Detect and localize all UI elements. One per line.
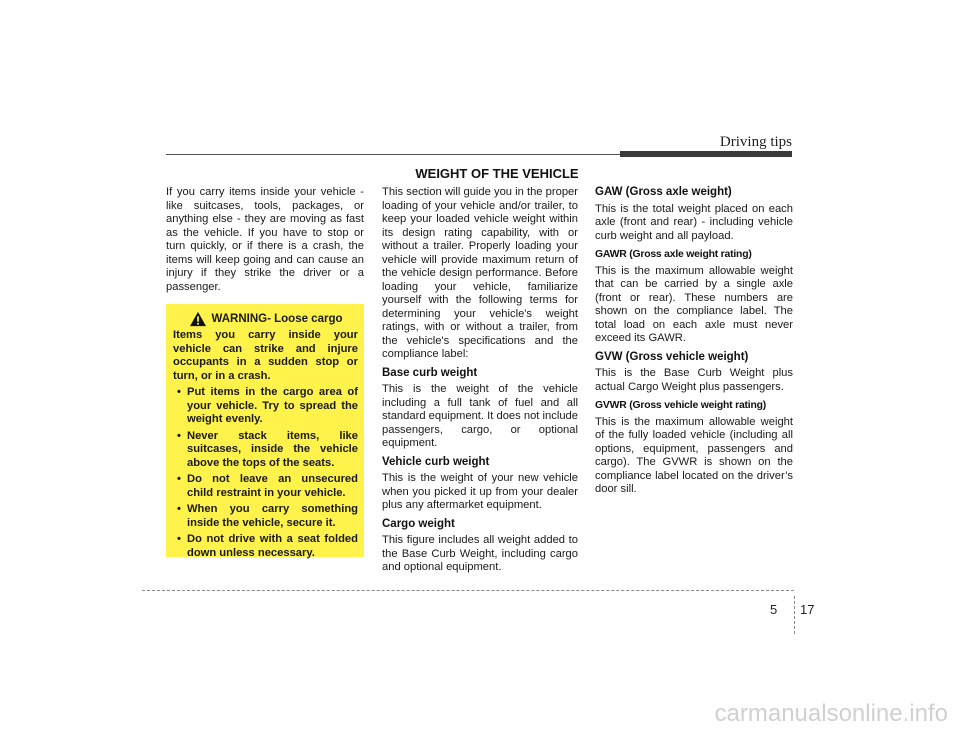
cargo-weight-text: This figure includes all weight added to the Base Curb Weight, including cargo and optional equipment. — [382, 534, 578, 573]
column-1 — [166, 186, 364, 294]
warning-subtitle: - Loose cargo — [267, 313, 343, 325]
column-2 — [382, 186, 578, 575]
warning-item: • Do not leave an unsecured child restraint in your vehicle. — [173, 473, 358, 500]
chapter-number: 5 — [770, 602, 778, 617]
running-header-title: Driving tips — [719, 134, 792, 150]
gvw-text: This is the Base Curb Weight plus actual Cargo Weight plus passengers. — [595, 367, 793, 393]
gvw-heading: GVW (Gross vehicle weight) — [595, 350, 749, 363]
gawr-heading: GAWR (Gross axle weight rating) — [595, 249, 752, 260]
warning-item: • When you carry something inside the vehicle, secure it. — [173, 503, 358, 530]
footer-rule — [142, 590, 794, 591]
vehicle-curb-weight-heading: Vehicle curb weight — [382, 455, 490, 468]
column-3 — [595, 186, 793, 497]
gaw-heading: GAW (Gross axle weight) — [595, 186, 732, 198]
base-curb-weight-heading: Base curb weight — [382, 366, 478, 379]
warning-item: • Do not drive with a seat folded down unless necessary. — [173, 533, 358, 560]
page-number: 17 — [800, 602, 815, 617]
warning-item: • Put items in the cargo area of your vehicle. Try to spread the weight evenly. — [173, 386, 358, 427]
gvwr-text: This is the maximum allowable weight of the fully loaded vehicle (including all options, equipment, passengers and cargo). The GVWR is shown on the compliance label located on the driver’s door sill. — [595, 415, 793, 495]
warning-intro: Items you carry inside your vehicle can strike and injure occupants in a sudden stop or turn, or in a crash. — [173, 329, 358, 382]
intro-paragraph: If you carry items inside your vehicle - like suitcases, tools, packages, or anything else - they are moving as fast as the vehicle. If you have to stop or turn quickly, or if there is a crash, the items will keep going and can cause an injury if they strike the driver or a passenger. — [166, 186, 364, 293]
header-accent-bar — [620, 151, 792, 157]
cargo-weight-heading: Cargo weight — [382, 517, 455, 530]
vehicle-curb-weight-text: This is the weight of your new vehicle when you picked it up from your dealer plus any aftermarket equipment. — [382, 472, 578, 511]
section-title: WEIGHT OF THE VEHICLE — [415, 166, 579, 181]
warning-item: • Never stack items, like suitcases, inside the vehicle above the tops of the seats. — [173, 430, 358, 471]
warning-title-row — [173, 311, 358, 327]
warning-box — [166, 304, 364, 557]
watermark: carmanualsonline.info — [714, 700, 948, 727]
warning-triangle-icon — [189, 311, 207, 327]
page-number-divider — [794, 596, 795, 634]
gvwr-heading: GVWR (Gross vehicle weight rating) — [595, 400, 767, 411]
gaw-text: This is the total weight placed on each axle (front and rear) - including vehicle curb weight and all payload. — [595, 202, 793, 242]
weight-intro-paragraph: This section will guide you in the proper loading of your vehicle and/or trailer, to keep your loaded vehicle weight within its design rating capability, with or without a trailer. Properly loading your vehicle will provide maximum return of the vehicle design performance. Before loading your vehicle, familiarize yourself with the following terms for determining your vehicle's weight ratings, with or without a trailer, from the vehicle's specifications and the compliance label: — [382, 186, 578, 360]
gawr-text: This is the maximum allowable weight that can be carried by a single axle (front or rear). These numbers are shown on the compliance label. The total load on each axle must never exceed its GAWR. — [595, 264, 793, 344]
warning-title: WARNING — [211, 313, 268, 325]
warning-list — [173, 386, 358, 560]
base-curb-weight-text: This is the weight of the vehicle including a full tank of fuel and all standard equipment. It does not include passengers, cargo, or optional equipment. — [382, 383, 578, 449]
